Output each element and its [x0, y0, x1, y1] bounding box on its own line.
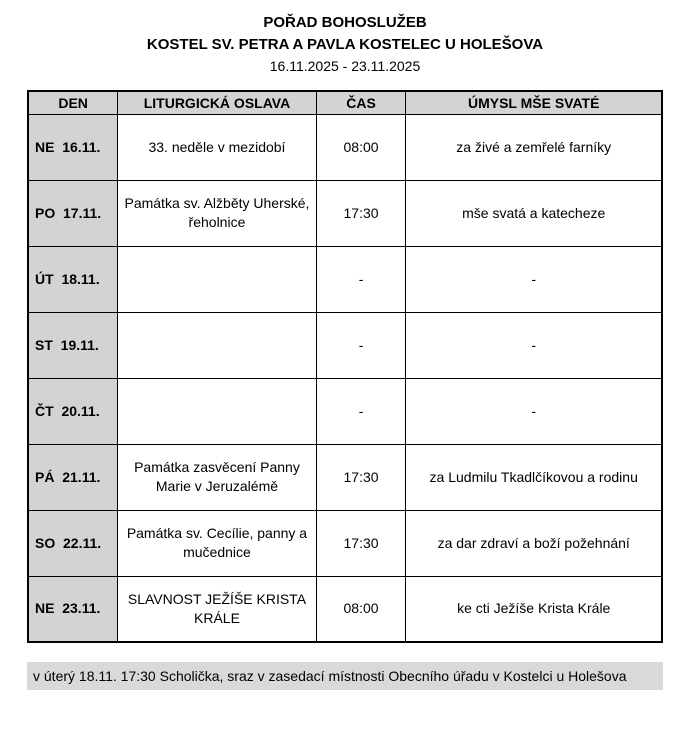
time-cell: -: [316, 312, 406, 378]
column-header-umysl: ÚMYSL MŠE SVATÉ: [406, 91, 662, 115]
service-schedule-table: [27, 90, 663, 644]
table-row: [28, 114, 662, 180]
time-cell: 17:30: [316, 180, 406, 246]
date-range: 16.11.2025 - 23.11.2025: [269, 57, 421, 74]
day-cell: SO 22.11.: [28, 510, 118, 576]
day-cell: ČT 20.11.: [28, 378, 118, 444]
celebration-cell: 33. neděle v mezidobí: [118, 114, 316, 180]
celebration-cell: Památka sv. Cecílie, panny a mučednice: [118, 510, 316, 576]
column-header-cas: ČAS: [316, 91, 406, 115]
footer-note: v úterý 18.11. 17:30 Scholička, sraz v zasedací místnosti Obecního úřadu v Kostelci u Holešova: [27, 662, 663, 690]
celebration-cell: [118, 312, 316, 378]
day-cell: ST 19.11.: [28, 312, 118, 378]
celebration-cell: [118, 246, 316, 312]
table-row: [28, 444, 662, 510]
day-cell: PÁ 21.11.: [28, 444, 118, 510]
intention-cell: -: [406, 312, 662, 378]
celebration-cell: SLAVNOST JEŽÍŠE KRISTA KRÁLE: [118, 576, 316, 642]
table-row: [28, 510, 662, 576]
table-header-row: [28, 91, 662, 115]
intention-cell: za dar zdraví a boží požehnání: [406, 510, 662, 576]
intention-cell: za živé a zemřelé farníky: [406, 114, 662, 180]
intention-cell: -: [406, 378, 662, 444]
table-row: [28, 378, 662, 444]
column-header-den: DEN: [28, 91, 118, 115]
celebration-cell: [118, 378, 316, 444]
column-header-liturgicka-oslava: LITURGICKÁ OSLAVA: [118, 91, 316, 115]
time-cell: 17:30: [316, 444, 406, 510]
day-cell: NE 23.11.: [28, 576, 118, 642]
intention-cell: za Ludmilu Tkadlčíkovou a rodinu: [406, 444, 662, 510]
table-row: [28, 312, 662, 378]
table-row: [28, 180, 662, 246]
day-cell: NE 16.11.: [28, 114, 118, 180]
time-cell: -: [316, 378, 406, 444]
day-cell: PO 17.11.: [28, 180, 118, 246]
document-header: [27, 12, 663, 77]
table-row: [28, 576, 662, 642]
page-title: POŘAD BOHOSLUŽEB: [263, 14, 427, 31]
intention-cell: mše svatá a katecheze: [406, 180, 662, 246]
time-cell: 17:30: [316, 510, 406, 576]
celebration-cell: Památka zasvěcení Panny Marie v Jeruzalémě: [118, 444, 316, 510]
page-subtitle: KOSTEL SV. PETRA A PAVLA KOSTELEC U HOLEŠOVA: [146, 35, 544, 53]
time-cell: -: [316, 246, 406, 312]
time-cell: 08:00: [316, 114, 406, 180]
day-cell: ÚT 18.11.: [28, 246, 118, 312]
time-cell: 08:00: [316, 576, 406, 642]
celebration-cell: Památka sv. Alžběty Uherské, řeholnice: [118, 180, 316, 246]
table-row: [28, 246, 662, 312]
intention-cell: -: [406, 246, 662, 312]
intention-cell: ke cti Ježíše Krista Krále: [406, 576, 662, 642]
